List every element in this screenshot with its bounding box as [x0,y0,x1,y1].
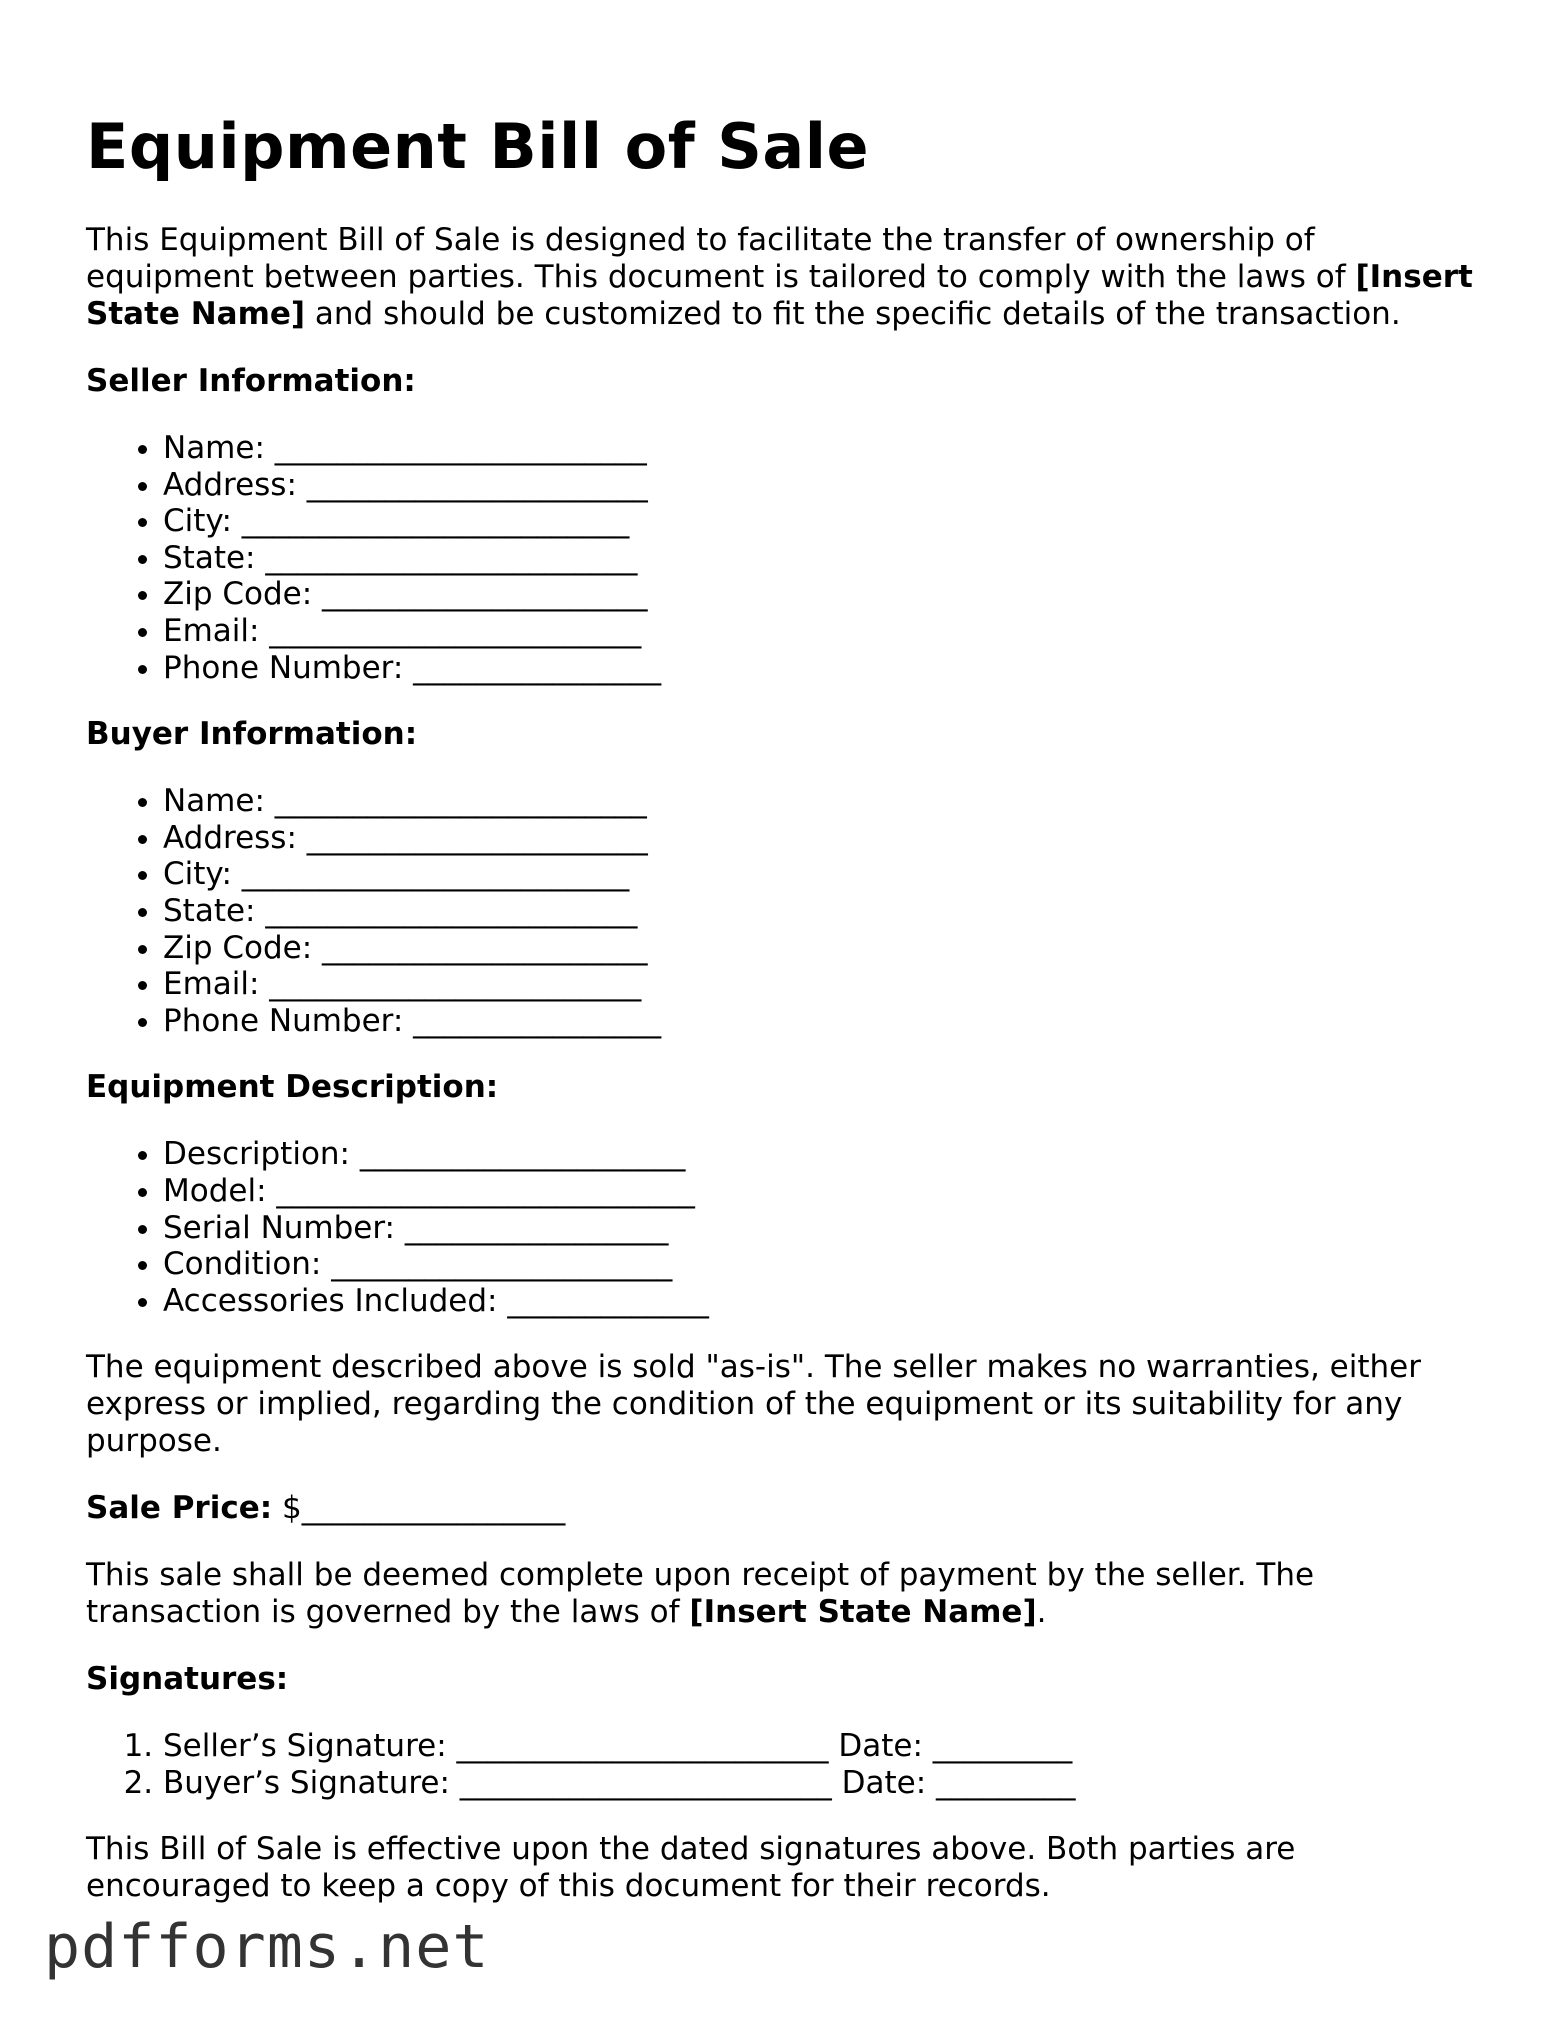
document-page [86,108,1486,1905]
seller-list [86,430,1486,686]
equipment-serial-field[interactable]: • Serial Number: _________________ [163,1210,1486,1247]
sale-price-field[interactable]: $_________________ [272,1490,566,1527]
document-title: Equipment Bill of Sale [86,110,870,183]
equipment-description-field[interactable]: • Description: _____________________ [163,1136,1486,1173]
seller-state-field[interactable]: • State: ________________________ [163,540,1486,577]
signatures-list [86,1728,1486,1801]
seller-address-field[interactable]: • Address: ______________________ [163,467,1486,504]
completion-state-placeholder: [Insert State Name] [689,1594,1037,1631]
buyer-signature-line[interactable]: 2. Buyer’s Signature: ________________________ Date: _________ [163,1765,1486,1802]
buyer-city-field[interactable]: • City: _________________________ [163,856,1486,893]
seller-city-field[interactable]: • City: _________________________ [163,503,1486,540]
buyer-heading: Buyer Information: [86,716,418,753]
closing-paragraph: This Bill of Sale is effective upon the dated signatures above. Both parties are encouraged to keep a copy of this document for their records. [86,1831,1296,1905]
buyer-email-field[interactable]: • Email: ________________________ [163,966,1486,1003]
signatures-heading: Signatures: [86,1661,289,1698]
buyer-list [86,783,1486,1039]
seller-phone-field[interactable]: • Phone Number: ________________ [163,650,1486,687]
seller-name-field[interactable]: • Name: ________________________ [163,430,1486,467]
sale-price-line [86,1490,1486,1527]
intro-state-placeholder: [Insert State Name] [86,259,1473,332]
sale-price-label: Sale Price: [86,1490,273,1527]
equipment-heading: Equipment Description: [86,1069,499,1106]
intro-text-after: and should be customized to fit the specific details of the transaction. [305,296,1401,332]
equipment-condition-field[interactable]: • Condition: ______________________ [163,1246,1486,1283]
equipment-model-field[interactable]: • Model: ___________________________ [163,1173,1486,1210]
buyer-address-field[interactable]: • Address: ______________________ [163,820,1486,857]
equipment-list [86,1136,1486,1319]
buyer-phone-field[interactable]: • Phone Number: ________________ [163,1003,1486,1040]
buyer-state-field[interactable]: • State: ________________________ [163,893,1486,930]
completion-text-after: . [1036,1594,1047,1631]
intro-text-before: This Equipment Bill of Sale is designed to facilitate the transfer of ownership of equipment between parties. This document is tailored to comply with the laws of [86,222,1356,295]
watermark-logo: pdfforms.net [44,1912,490,1982]
seller-heading: Seller Information: [86,363,416,399]
intro-paragraph [86,222,1486,333]
seller-signature-line[interactable]: 1. Seller’s Signature: ________________________ Date: _________ [163,1728,1486,1765]
buyer-name-field[interactable]: • Name: ________________________ [163,783,1486,820]
equipment-accessories-field[interactable]: • Accessories Included: _____________ [163,1283,1486,1320]
seller-email-field[interactable]: • Email: ________________________ [163,613,1486,650]
buyer-zip-field[interactable]: • Zip Code: _____________________ [163,930,1486,967]
seller-zip-field[interactable]: • Zip Code: _____________________ [163,576,1486,613]
completion-text-before: This sale shall be deemed complete upon receipt of payment by the seller. The transaction is governed by the laws of [86,1557,1315,1631]
as-is-paragraph: The equipment described above is sold "as-is". The seller makes no warranties, either express or implied, regarding the condition of the equipment or its suitability for any purpose. [86,1349,1421,1460]
completion-paragraph [86,1557,1486,1631]
